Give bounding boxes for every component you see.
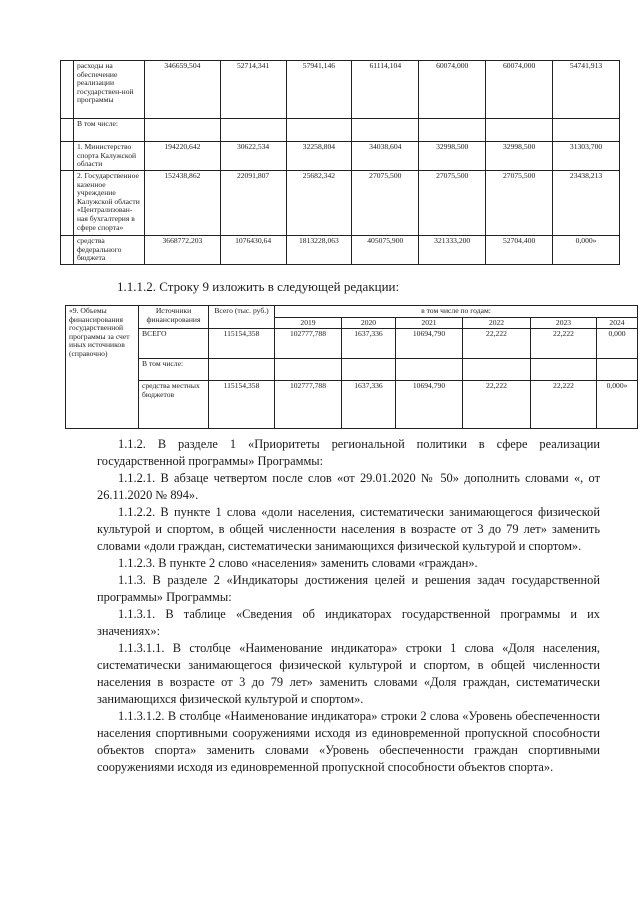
cell-value: 32998,500 (486, 142, 553, 171)
cell-value: 60074,000 (486, 61, 553, 119)
cell-value: 60074,000 (419, 61, 486, 119)
cell-value: 52714,341 (220, 61, 286, 119)
section-heading: 1.1.1.2. Строку 9 изложить в следующей редакции: (117, 279, 400, 294)
row-label: средства местных бюджетов (139, 381, 209, 429)
year-header: 2020 (342, 317, 396, 329)
table-row (61, 119, 620, 142)
row-label: 2. Государственное казенное учреждение Калужской области «Централизован-ная бухгалтерия в сфере спорта» (73, 171, 144, 236)
document-body (97, 436, 600, 776)
cell-value: 0,000» (597, 381, 638, 429)
cell-value: 405075,900 (352, 236, 419, 265)
paragraph: 1.1.3.1.2. В столбце «Наименование индикатора» строки 2 слова «Уровень обеспеченности населения спортивными сооружениями исходя из единовременной пропускной способности объектов спорта» заменить словами «Уровень обеспеченности граждан спортивными сооружениями исходя из единовременной пропускной способности объектов спорта». (97, 709, 600, 774)
cell-value: 102777,788 (275, 381, 342, 429)
cell-value: 57941,146 (286, 61, 352, 119)
row-label: В том числе: (73, 119, 144, 142)
cell-value: 22,222 (531, 329, 597, 359)
cell-value: 32998,500 (419, 142, 486, 171)
cell-value: 25682,342 (286, 171, 352, 236)
cell-value: 102777,788 (275, 329, 342, 359)
row-label: В том числе: (139, 359, 209, 381)
year-header: 2022 (463, 317, 531, 329)
cell-value: 1637,336 (342, 381, 396, 429)
cell-value: 22091,807 (220, 171, 286, 236)
table-row (61, 236, 620, 265)
table-row (66, 359, 638, 381)
cell-value: 10694,790 (396, 329, 463, 359)
table-row (61, 142, 620, 171)
cell-value: 52704,400 (486, 236, 553, 265)
year-header: 2019 (275, 317, 342, 329)
cell-value: 22,222 (463, 381, 531, 429)
cell-value: 34038,604 (352, 142, 419, 171)
year-header: 2024 (597, 317, 638, 329)
cell-value: 0,000» (553, 236, 620, 265)
cell-value: 27075,500 (352, 171, 419, 236)
cell-total: 115154,358 (209, 329, 275, 359)
table-row (66, 381, 638, 429)
paragraph: 1.1.2.1. В абзаце четвертом после слов «от 29.01.2020 № 50» дополнить словами «, от 26.11.2020 № 894». (97, 471, 600, 502)
cell-total: 346659,504 (145, 61, 221, 119)
budget-table-top (60, 60, 620, 265)
cell-value: 32258,804 (286, 142, 352, 171)
cell-value: 0,000 (597, 329, 638, 359)
row-label: 1. Министерство спорта Калужской области (73, 142, 144, 171)
paragraph: 1.1.3.1.1. В столбце «Наименование индикатора» строки 1 слова «Доля населения, систематически занимающегося физической культурой и спортом, в общей численности населения в возрасте от 3 до 79 лет» заменить словами «Доля граждан, систематически занимающихся физической культурой и спортом». (97, 641, 600, 706)
budget-table-bottom (65, 305, 638, 429)
cell-value: 22,222 (463, 329, 531, 359)
paragraph: 1.1.2. В разделе 1 «Приоритеты региональной политики в сфере реализации государственной программы» Программы: (97, 437, 600, 468)
cell-value: 61114,104 (352, 61, 419, 119)
cell-value: 27075,500 (419, 171, 486, 236)
cell-value: 10694,790 (396, 381, 463, 429)
table-row (61, 171, 620, 236)
row-label: ВСЕГО (139, 329, 209, 359)
table-row (66, 329, 638, 359)
cell-value: 1813228,063 (286, 236, 352, 265)
cell-value: 30622,534 (220, 142, 286, 171)
cell-value: 31303,700 (553, 142, 620, 171)
column-header: Источники финансирования (139, 306, 209, 329)
row-heading: «9. Объемы финансирования государственной программы за счет иных источников (справочно) (66, 306, 139, 429)
paragraph: 1.1.3.1. В таблице «Сведения об индикаторах государственной программы и их значениях»: (97, 607, 600, 638)
year-header: 2021 (396, 317, 463, 329)
cell-value: 27075,500 (486, 171, 553, 236)
cell-value: 1076430,64 (220, 236, 286, 265)
cell-value: 54741,913 (553, 61, 620, 119)
table-row (61, 61, 620, 119)
cell-total: 194220,642 (145, 142, 221, 171)
column-group-header: в том числе по годам: (275, 306, 638, 318)
cell-value (553, 119, 620, 142)
paragraph: 1.1.2.2. В пункте 1 слова «доли населения, систематически занимающегося физической культурой и спортом, в общей численности населения в возрасте от 3 до 79 лет» заменить словами «доли граждан, систематически занимающихся физической культурой и спортом». (97, 505, 600, 553)
cell-value: 1637,336 (342, 329, 396, 359)
column-header: Всего (тыс. руб.) (209, 306, 275, 329)
cell-total: 3668772,203 (145, 236, 221, 265)
cell-value: 23438,213 (553, 171, 620, 236)
year-header: 2023 (531, 317, 597, 329)
cell-total: 152438,862 (145, 171, 221, 236)
paragraph: 1.1.2.3. В пункте 2 слово «населения» заменить словами «граждан». (118, 556, 478, 570)
row-label: средства федерального бюджета (73, 236, 144, 265)
cell-value: 321333,200 (419, 236, 486, 265)
row-label: расходы на обеспечение реализации государствен-ной программы (73, 61, 144, 119)
paragraph: 1.1.3. В разделе 2 «Индикаторы достижения целей и решения задач государственной программы» Программы: (97, 573, 600, 604)
cell-total: 115154,358 (209, 381, 275, 429)
cell-value: 22,222 (531, 381, 597, 429)
